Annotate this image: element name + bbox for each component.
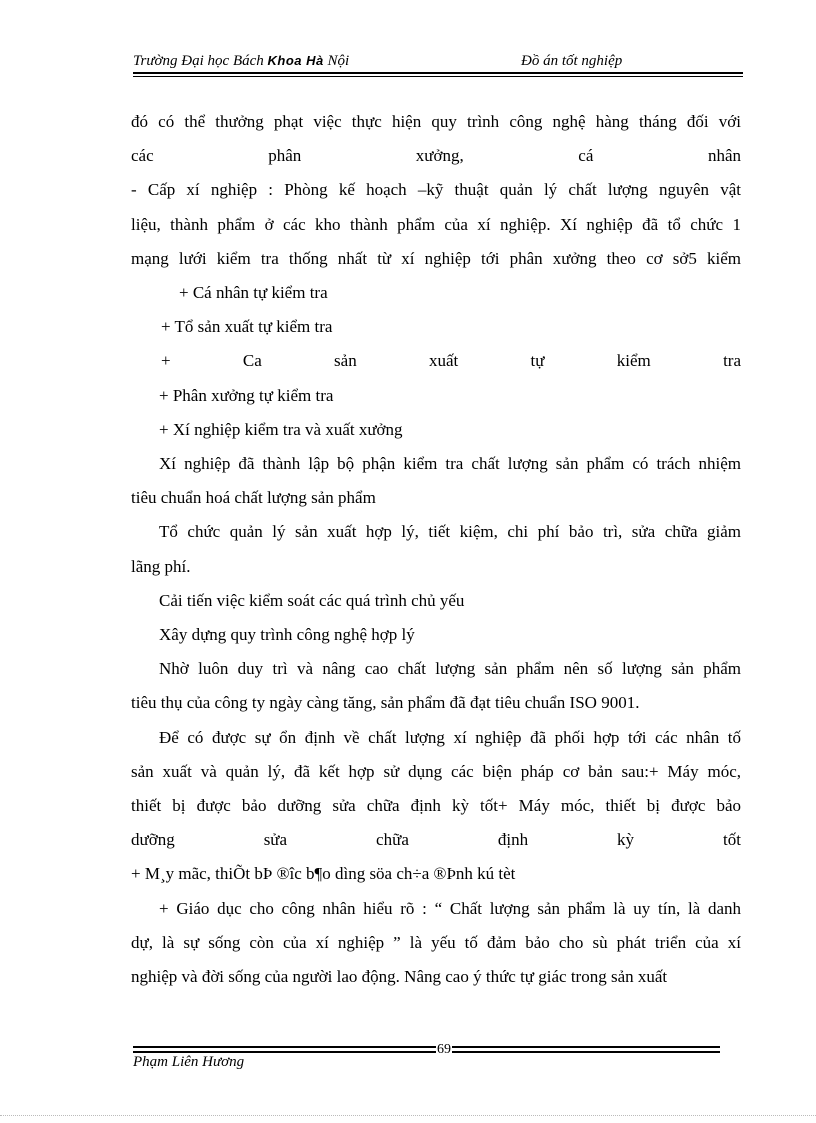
paragraph-line: + Giáo dục cho công nhân hiểu rõ : “ Chất lượng sản phẩm là uy tín, là danh [159,898,741,918]
list-item: + Tổ sản xuất tự kiểm tra [161,317,333,337]
header-school-prefix: Trường Đại học Bách [133,53,264,69]
paragraph-line: lãng phí. [131,556,191,576]
paragraph-line: đó có thể thưởng phạt việc thực hiện quy trình công nghệ hàng tháng đối với [131,112,741,131]
paragraph-line: sản xuất và quản lý, đã kết hợp sử dụng các biện pháp cơ bản sau:+ Máy móc, [131,761,741,781]
header-rule-thick [133,72,743,74]
paragraph-line: tiêu chuẩn hoá chất lượng sản phẩm [131,488,376,508]
header-school-suffix: Nội [327,53,350,69]
paragraph-line: tiêu thụ của công ty ngày càng tăng, sản phẩm đã đạt tiêu chuẩn ISO 9001. [131,693,640,713]
paragraph-line: Để có được sự ổn định về chất lượng xí nghiệp đã phối hợp tới các nhân tố [159,727,741,747]
body-text [131,105,741,994]
footer-author: Phạm Liên Hương [133,1054,245,1070]
page-edge-divider [0,1115,816,1116]
header-school-logo: Khoa Hà [267,53,324,68]
list-item: + Xí nghiệp kiểm tra và xuất xưởng [159,419,403,439]
header-rule-thin [133,76,743,77]
paragraph-line: Nhờ luôn duy trì và nâng cao chất lượng sản phẩm nên số lượng sản phẩm [159,659,741,679]
paragraph-line: mạng lưới kiểm tra thống nhất từ xí nghiệp tới phân xưởng theo cơ sở5 kiểm [131,248,741,268]
paragraph-line: các phân xưởng, cá nhân [131,146,741,166]
paragraph-line: liệu, thành phẩm ở các kho thành phẩm của xí nghiệp. Xí nghiệp đã tổ chức 1 [131,214,741,234]
paragraph-line: Xí nghiệp đã thành lập bộ phận kiểm tra chất lượng sản phẩm có trách nhiệm [159,454,741,474]
header-school [133,53,349,70]
paragraph-line: Tổ chức quản lý sản xuất hợp lý, tiết kiệm, chi phí bảo trì, sửa chữa giảm [159,522,741,542]
page-header [133,51,743,73]
paragraph-line: + M¸y mãc, thiÕt bÞ ®îc b¶o dìng söa ch÷a ®Þnh kú tèt [131,864,516,884]
paragraph-line: nghiệp và đời sống của người lao động. Nâng cao ý thức tự giác trong sản xuất [131,967,668,987]
header-doc-title: Đồ án tốt nghiệp [521,53,623,69]
paragraph-line: - Cấp xí nghiệp : Phòng kế hoạch –kỹ thuật quản lý chất lượng nguyên vật [131,180,741,200]
paragraph-line: dự, là sự sống còn của xí nghiệp ” là yếu tố đảm bảo cho sù phát triển của xí [131,932,741,952]
page-number: 69 [437,1042,451,1057]
paragraph-line: Cải tiến việc kiểm soát các quá trình chủ yếu [159,590,465,610]
list-item: + Phân xưởng tự kiểm tra [159,385,334,405]
list-item: + Ca sản xuất tự kiểm tra [161,351,741,371]
paragraph-line: thiết bị được bảo dưỡng sửa chữa định kỳ tốt+ Máy móc, thiết bị được bảo [131,796,741,816]
footer-rule-bottom [133,1051,720,1053]
list-item: + Cá nhân tự kiểm tra [179,283,328,303]
paragraph-line: dưỡng sửa chữa định kỳ tốt [131,830,741,850]
footer-rule-top [133,1046,720,1048]
paragraph-line: Xây dựng quy trình công nghệ hợp lý [159,625,415,645]
